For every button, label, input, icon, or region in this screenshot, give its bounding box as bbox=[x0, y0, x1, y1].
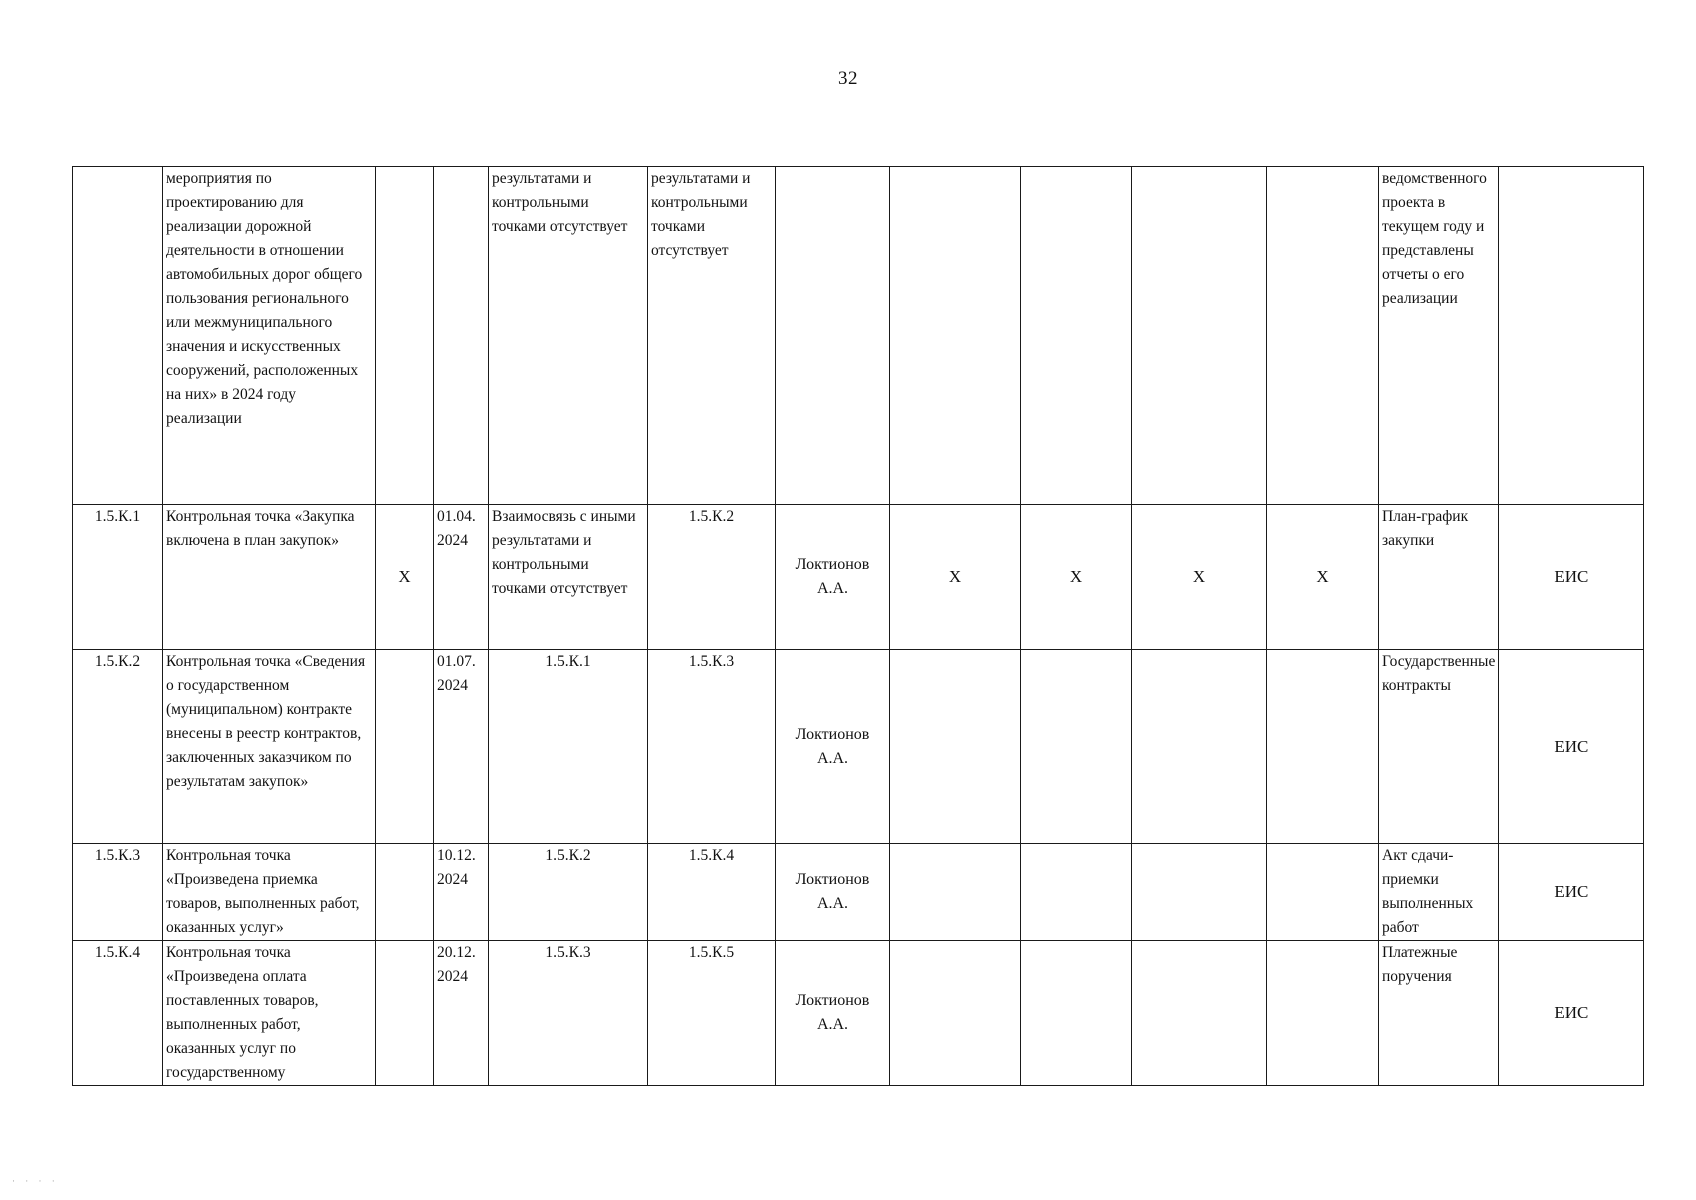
cell-mark-3 bbox=[1132, 650, 1267, 844]
cell-mark-1 bbox=[890, 844, 1021, 941]
cell-name: мероприятия по проектированию для реализации дорожной деятельности в отношении автомобильных дорог общего пользования регионального или межмуниципального значения и искусственных сооружений, расположенных на них» в 2024 году реализации bbox=[163, 167, 376, 505]
cell-system: ЕИС bbox=[1499, 505, 1644, 650]
cell-marker bbox=[376, 167, 434, 505]
cell-mark-3 bbox=[1132, 844, 1267, 941]
cell-name: Контрольная точка «Сведения о государственном (муниципальном) контракте внесены в реестр контрактов, заключенных заказчиком по результатам закупок» bbox=[163, 650, 376, 844]
cell-marker: X bbox=[376, 505, 434, 650]
cell-responsible: Локтионов А.А. bbox=[776, 505, 890, 650]
cell-successor: 1.5.К.2 bbox=[648, 505, 776, 650]
cell-date: 20.12. 2024 bbox=[434, 941, 489, 1086]
cell-system: ЕИС bbox=[1499, 844, 1644, 941]
cell-predecessor: 1.5.К.2 bbox=[489, 844, 648, 941]
cell-marker bbox=[376, 650, 434, 844]
cell-mark-3 bbox=[1132, 941, 1267, 1086]
cell-code: 1.5.К.1 bbox=[73, 505, 163, 650]
cell-name: Контрольная точка «Произведена приемка товаров, выполненных работ, оказанных услуг» bbox=[163, 844, 376, 941]
cell-mark-3 bbox=[1132, 167, 1267, 505]
table-row bbox=[73, 505, 1644, 650]
cell-mark-2 bbox=[1021, 167, 1132, 505]
cell-document: План-график закупки bbox=[1379, 505, 1499, 650]
cell-date bbox=[434, 167, 489, 505]
cell-document: ведомственного проекта в текущем году и представлены отчеты о его реализации bbox=[1379, 167, 1499, 505]
scan-artifact: · · · · bbox=[12, 1176, 59, 1186]
cell-successor: 1.5.К.5 bbox=[648, 941, 776, 1086]
cell-document: Акт сдачи-приемки выполненных работ bbox=[1379, 844, 1499, 941]
cell-mark-3: X bbox=[1132, 505, 1267, 650]
cell-code: 1.5.К.4 bbox=[73, 941, 163, 1086]
cell-marker bbox=[376, 844, 434, 941]
cell-responsible: Локтионов А.А. bbox=[776, 844, 890, 941]
cell-document: Государственные контракты bbox=[1379, 650, 1499, 844]
table-row bbox=[73, 941, 1644, 1086]
cell-mark-1 bbox=[890, 167, 1021, 505]
cell-mark-2 bbox=[1021, 941, 1132, 1086]
cell-marker bbox=[376, 941, 434, 1086]
cell-name: Контрольная точка «Произведена оплата поставленных товаров, выполненных работ, оказанных услуг по государственному bbox=[163, 941, 376, 1086]
cell-system: ЕИС bbox=[1499, 941, 1644, 1086]
cell-mark-4 bbox=[1267, 941, 1379, 1086]
cell-code: 1.5.К.3 bbox=[73, 844, 163, 941]
cell-mark-1 bbox=[890, 941, 1021, 1086]
cell-successor: 1.5.К.4 bbox=[648, 844, 776, 941]
table-row bbox=[73, 650, 1644, 844]
cell-mark-4 bbox=[1267, 650, 1379, 844]
cell-successor: результатами и контрольными точками отсутствует bbox=[648, 167, 776, 505]
cell-mark-4 bbox=[1267, 167, 1379, 505]
cell-date: 01.07. 2024 bbox=[434, 650, 489, 844]
cell-mark-2: X bbox=[1021, 505, 1132, 650]
cell-responsible: Локтионов А.А. bbox=[776, 941, 890, 1086]
cell-mark-2 bbox=[1021, 650, 1132, 844]
cell-system bbox=[1499, 167, 1644, 505]
cell-mark-4 bbox=[1267, 844, 1379, 941]
control-points-table bbox=[72, 166, 1644, 1086]
cell-date: 10.12. 2024 bbox=[434, 844, 489, 941]
table-row bbox=[73, 167, 1644, 505]
cell-predecessor: 1.5.К.1 bbox=[489, 650, 648, 844]
cell-predecessor: Взаимосвязь с иными результатами и контрольными точками отсутствует bbox=[489, 505, 648, 650]
cell-successor: 1.5.К.3 bbox=[648, 650, 776, 844]
cell-mark-2 bbox=[1021, 844, 1132, 941]
page-number: 32 bbox=[838, 68, 858, 89]
cell-mark-1: X bbox=[890, 505, 1021, 650]
table-row bbox=[73, 844, 1644, 941]
cell-date: 01.04. 2024 bbox=[434, 505, 489, 650]
table-body bbox=[73, 167, 1644, 1086]
cell-predecessor: результатами и контрольными точками отсутствует bbox=[489, 167, 648, 505]
cell-predecessor: 1.5.К.3 bbox=[489, 941, 648, 1086]
cell-name: Контрольная точка «Закупка включена в план закупок» bbox=[163, 505, 376, 650]
cell-code bbox=[73, 167, 163, 505]
cell-system: ЕИС bbox=[1499, 650, 1644, 844]
cell-responsible bbox=[776, 167, 890, 505]
cell-responsible: Локтионов А.А. bbox=[776, 650, 890, 844]
cell-mark-4: X bbox=[1267, 505, 1379, 650]
cell-document: Платежные поручения bbox=[1379, 941, 1499, 1086]
cell-code: 1.5.К.2 bbox=[73, 650, 163, 844]
cell-mark-1 bbox=[890, 650, 1021, 844]
